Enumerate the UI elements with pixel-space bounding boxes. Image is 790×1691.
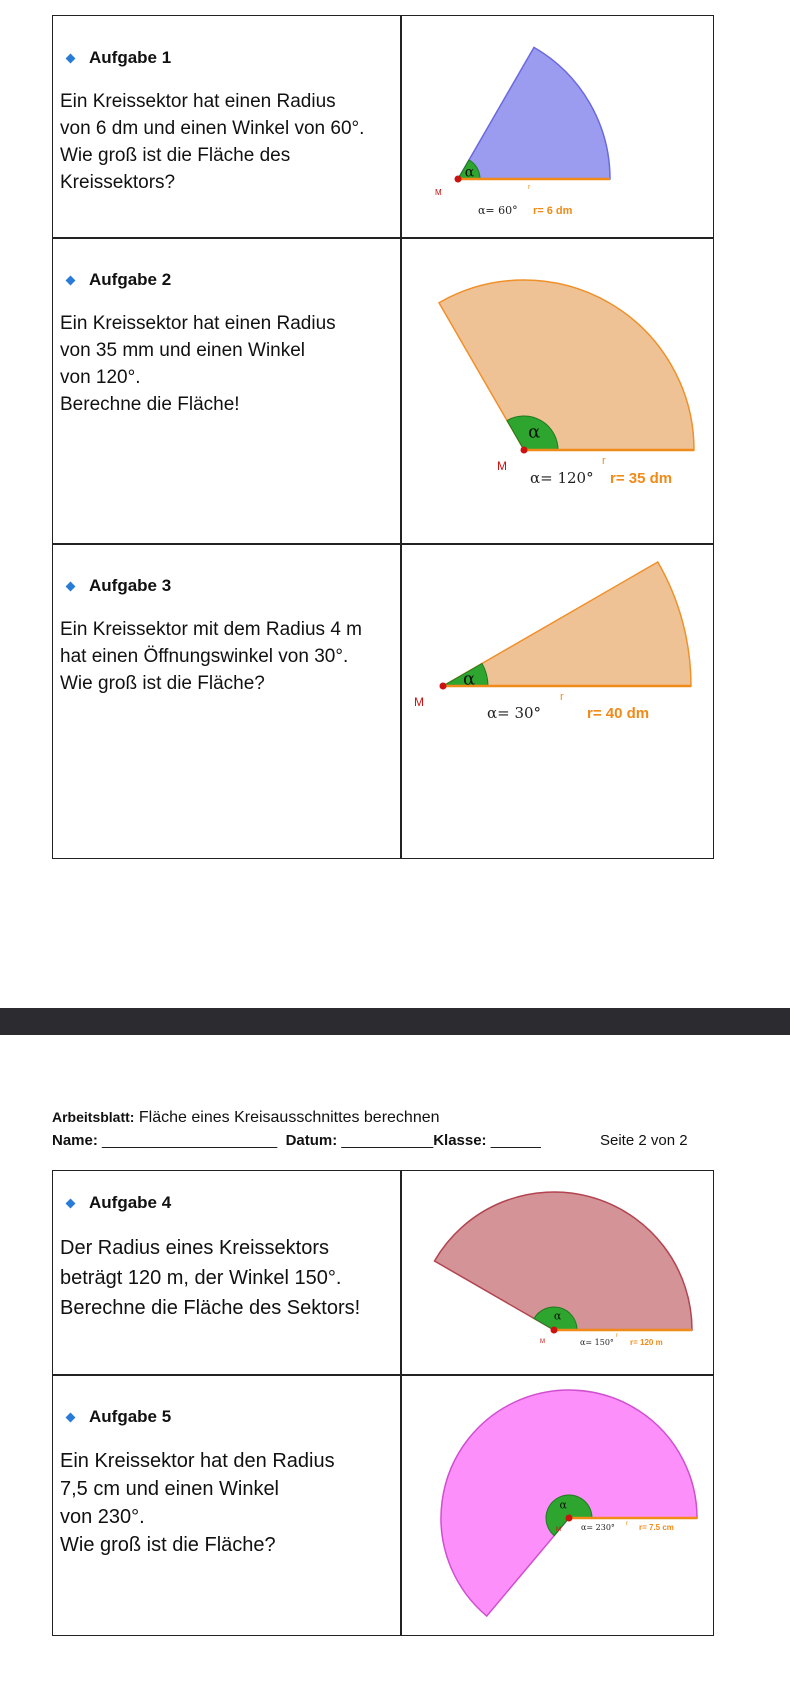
radius-symbol-5: r bbox=[626, 1521, 628, 1527]
center-label-1: M bbox=[435, 188, 442, 197]
worksheet-title: Arbeitsblatt: Fläche eines Kreisausschnittes berechnen bbox=[52, 1109, 440, 1126]
center-point-3 bbox=[440, 683, 447, 690]
radius-symbol-2: r bbox=[602, 455, 606, 467]
task-4-text: Der Radius eines Kreissektors beträgt 120 m, der Winkel 150°. Berechne die Fläche des Sektors! bbox=[60, 1237, 361, 1319]
radius-label-5: r= 7.5 cm bbox=[639, 1523, 674, 1532]
radius-label-3: r= 40 dm bbox=[587, 705, 650, 722]
alpha-symbol-1: α bbox=[464, 164, 475, 181]
radius-symbol-3: r bbox=[560, 691, 564, 703]
task-1-text: Ein Kreissektor hat einen Radius von 6 dm und einen Winkel von 60°. Wie groß ist die Fläche des Kreissektors? bbox=[60, 91, 365, 193]
sector-2 bbox=[439, 280, 694, 450]
center-point-4 bbox=[551, 1327, 558, 1334]
alpha-symbol-3: α bbox=[463, 668, 476, 690]
center-point-5 bbox=[566, 1515, 573, 1522]
task-1-title: Aufgabe 1 bbox=[63, 48, 171, 68]
alpha-symbol-5: α bbox=[559, 1498, 567, 1512]
center-label-3: M bbox=[414, 695, 424, 709]
alpha-label-3: α= 30° bbox=[487, 704, 542, 722]
radius-label-4: r= 120 m bbox=[630, 1338, 663, 1347]
sector-1 bbox=[458, 47, 610, 179]
radius-symbol-4: r bbox=[616, 1333, 618, 1339]
worksheet-fields: Name: _____________________ Datum: ___________Klasse: ______ Seite 2 von 2 bbox=[52, 1132, 688, 1149]
radius-label-1: r= 6 dm bbox=[533, 205, 573, 217]
task-2-title: Aufgabe 2 bbox=[63, 270, 171, 290]
alpha-label-1: α= 60° bbox=[478, 204, 518, 217]
task-4-title: Aufgabe 4 bbox=[63, 1193, 171, 1213]
center-point-2 bbox=[521, 447, 528, 454]
task-5-title: Aufgabe 5 bbox=[63, 1407, 171, 1427]
center-label-5: M bbox=[556, 1527, 561, 1533]
center-label-4: M bbox=[540, 1339, 545, 1345]
page-number: Seite 2 von 2 bbox=[600, 1132, 688, 1149]
alpha-symbol-4: α bbox=[553, 1309, 562, 1323]
task-5-text: Ein Kreissektor hat den Radius 7,5 cm und einen Winkel von 230°. Wie groß ist die Fläche? bbox=[60, 1450, 335, 1556]
radius-symbol-1: r bbox=[528, 184, 531, 191]
task-3-title: Aufgabe 3 bbox=[63, 576, 171, 596]
alpha-symbol-2: α bbox=[528, 421, 541, 443]
radius-label-2: r= 35 dm bbox=[610, 470, 673, 487]
alpha-label-4: α= 150° bbox=[580, 1338, 614, 1347]
center-label-2: M bbox=[497, 459, 507, 473]
alpha-label-2: α= 120° bbox=[530, 469, 594, 487]
task-2-text: Ein Kreissektor hat einen Radius von 35 mm und einen Winkel von 120°. Berechne die Fläche! bbox=[60, 313, 336, 415]
task-3-text: Ein Kreissektor mit dem Radius 4 m hat einen Öffnungswinkel von 30°. Wie groß ist die Fläche? bbox=[60, 619, 362, 694]
center-point-1 bbox=[455, 176, 462, 183]
alpha-label-5: α= 230° bbox=[581, 1523, 615, 1532]
